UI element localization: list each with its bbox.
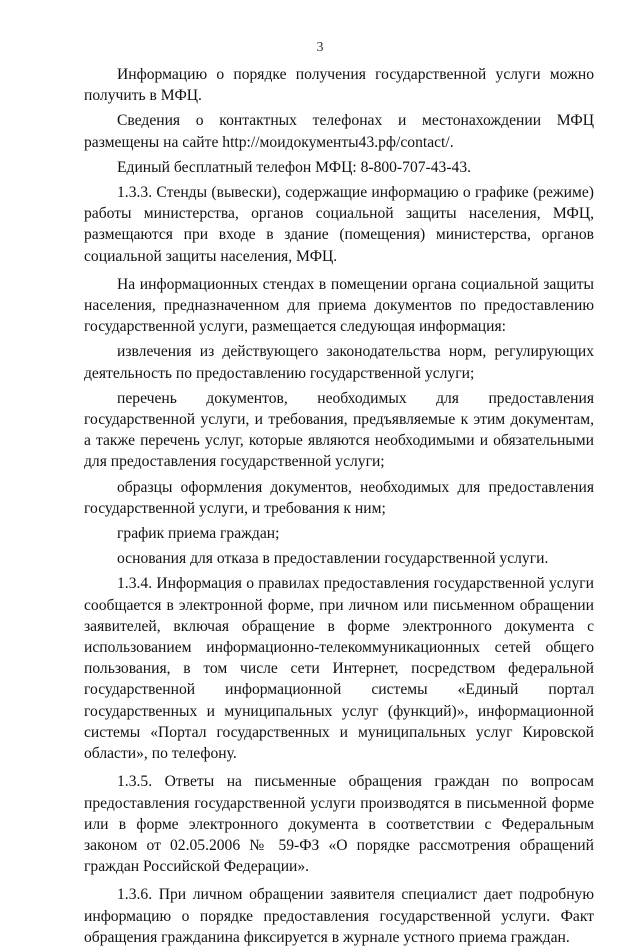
paragraph-1-3-3: 1.3.3. Стенды (вывески), содержащие информацию о графике (режиме) работы министерства, органов социальной защиты населения, МФЦ, размещаются при входе в здание (помещения) министерства, органов социальной защиты населения, МФЦ.: [84, 184, 594, 265]
paragraph-mfc-contacts: Сведения о контактных телефонах и местонахождении МФЦ размещены на сайте http://моидокументы43.рф/contact/.: [84, 112, 594, 151]
paragraph-list-item-2: перечень документов, необходимых для предоставления государственной услуги, и требования, предъявляемые к этим документам, а также перечень услуг, которые являются необходимыми и обязательными для предоставления государственной услуги;: [84, 389, 594, 471]
paragraph-list-item-5: основания для отказа в предоставлении государственной услуги.: [117, 550, 549, 568]
paragraph-1-3-4: 1.3.4. Информация о правилах предоставления государственной услуги сообщается в электронной форме, при личном или письменном обращении заявителей, включая обращение в форме электронного документа с использованием информационно-телекоммуникационных сетей общего пользования, в том числе сети Интернет, посредством федеральной государственной информационной системы «Единый портал государственных и муниципальных услуг (функций)», информационной системы «Портал государственных и муниципальных услуг Кировской области», по телефону.: [84, 575, 594, 763]
paragraph-list-item-4: график приема граждан;: [117, 525, 280, 543]
paragraph-mfc-phone: Единый бесплатный телефон МФЦ: 8-800-707-43-43.: [117, 158, 472, 176]
paragraph-list-item-3: образцы оформления документов, необходимых для предоставления государственной услуги, и требования к ним;: [84, 478, 594, 517]
page-number: 3: [316, 40, 324, 55]
paragraph-list-item-1: извлечения из действующего законодательства норм, регулирующих деятельность по предоставлению государственной услуги;: [84, 343, 594, 382]
document-body: [84, 64, 594, 948]
paragraph-stands-info: На информационных стендах в помещении органа социальной защиты населения, предназначенном для приема документов по предоставлению государственной услуги, размещается следующая информация:: [84, 275, 594, 336]
paragraph-mfc-info: Информацию о порядке получения государственной услуги можно получить в МФЦ.: [84, 66, 594, 105]
paragraph-1-3-5: 1.3.5. Ответы на письменные обращения граждан по вопросам предоставления государственной услуги производятся в письменной форме или в форме электронного документа в соответствии с Федеральным законом от 02.05.2006 № 59-ФЗ «О порядке рассмотрения обращений граждан Российской Федерации».: [84, 773, 594, 876]
paragraph-1-3-6: 1.3.6. При личном обращении заявителя специалист дает подробную информацию о порядке предоставления государственной услуги. Факт обращения гражданина фиксируется в журнале устного приема граждан.: [84, 886, 594, 946]
